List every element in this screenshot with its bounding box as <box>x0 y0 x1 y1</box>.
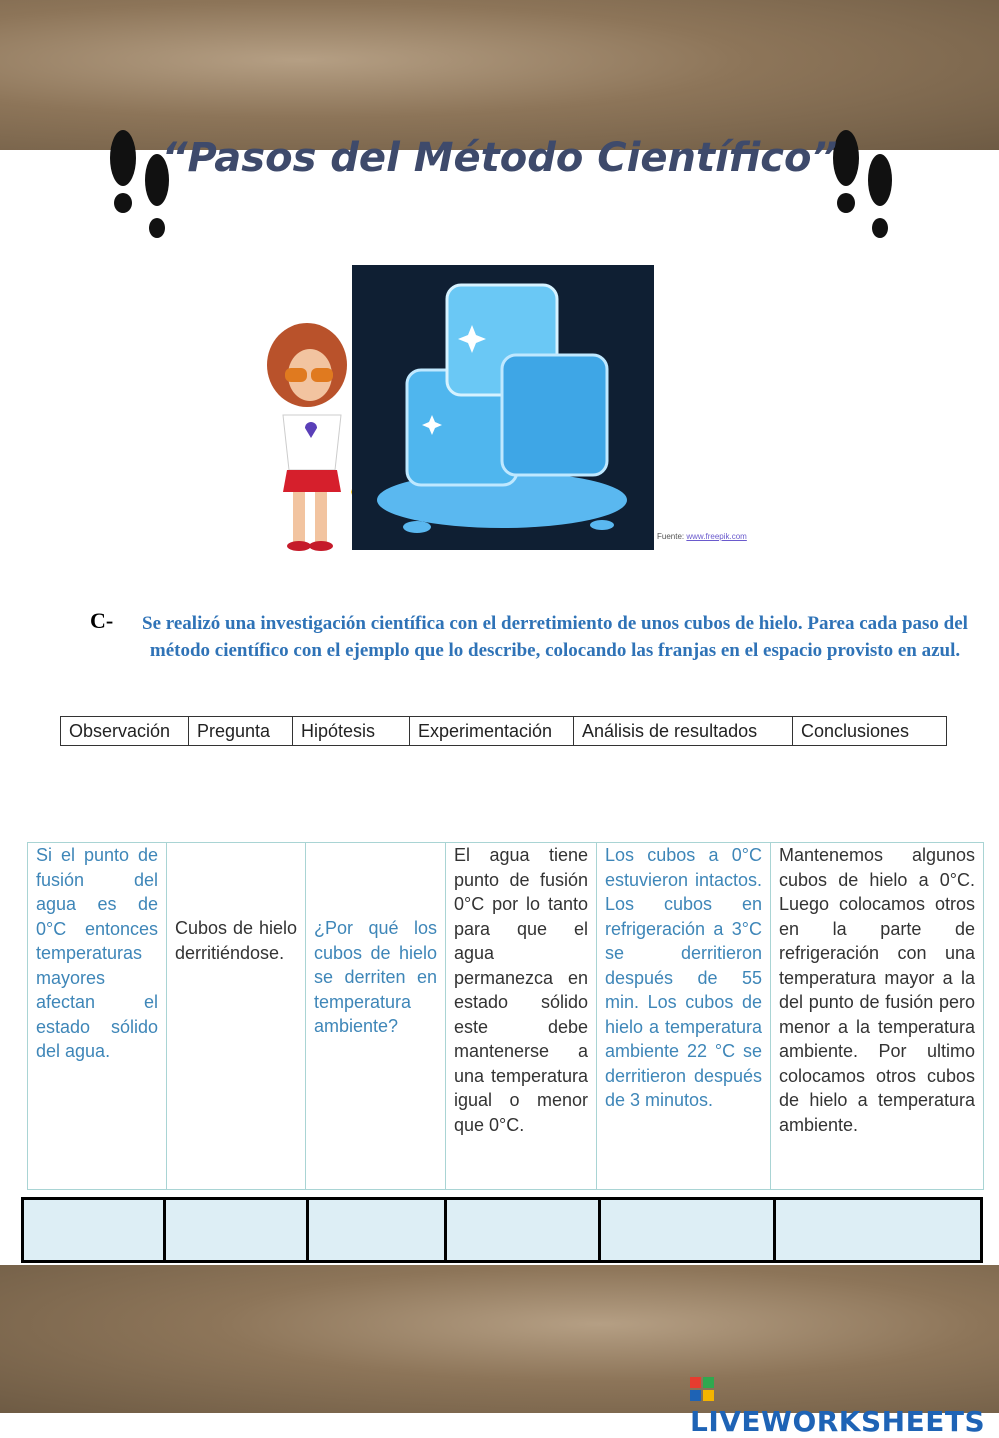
example-cell: Cubos de hielo derritiéndose. <box>167 843 306 1189</box>
melting-ice-cubes-image <box>352 265 654 550</box>
answer-drop-slot[interactable] <box>309 1200 447 1260</box>
credit-link[interactable]: www.freepik.com <box>686 532 747 541</box>
answer-drop-slot[interactable] <box>24 1200 166 1260</box>
answer-drop-slot[interactable] <box>601 1200 776 1260</box>
step-chip[interactable]: Análisis de resultados <box>574 717 793 745</box>
examples-table <box>27 842 984 1190</box>
logo-text: LIVEWORKSHEETS <box>690 1405 986 1438</box>
teacher-avatar <box>255 320 365 555</box>
answer-drop-slot[interactable] <box>776 1200 980 1260</box>
step-chip[interactable]: Observación <box>61 717 189 745</box>
section-letter: C- <box>90 608 114 633</box>
example-cell: ¿Por qué los cubos de hielo se derriten en temperatura ambiente? <box>306 843 446 1189</box>
example-cell: Los cubos a 0°C estuvieron intactos. Los cubos en refrigeración a 3°C se derritieron después de 55 min. Los cubos de hielo a temperatura ambiente 22 °C se derritieron después de 3 minutos. <box>597 843 771 1189</box>
image-credit <box>657 532 747 541</box>
page-title: “Pasos del Método Científico” <box>161 135 838 181</box>
credit-label: Fuente: <box>657 532 685 541</box>
answer-drop-slot[interactable] <box>166 1200 309 1260</box>
step-chip[interactable]: Experimentación <box>410 717 574 745</box>
example-cell: Si el punto de fusión del agua es de 0°C entonces temperaturas mayores afectan el estado sólido del agua. <box>28 843 167 1189</box>
step-chip[interactable]: Conclusiones <box>801 721 910 741</box>
liveworksheets-logo-icon <box>690 1377 714 1401</box>
liveworksheets-logo <box>690 1372 999 1438</box>
example-cell: Mantenemos algunos cubos de hielo a 0°C. Luego colocamos otros en la parte de refrigeración con una temperatura mayor a la del punto de fusión pero menor a la temperatura ambiente. Por ultimo colocamos otros cubos de hielo a temperatura ambiente. <box>779 845 975 1135</box>
answer-drop-slot[interactable] <box>447 1200 601 1260</box>
example-cell: El agua tiene punto de fusión 0°C por lo tanto para que el agua permanezca en estado sólido este debe mantenerse a una temperatura igual o menor que 0°C. <box>446 843 597 1189</box>
instructions-text: Se realizó una investigación científica con el derretimiento de unos cubos de hielo. Parea cada paso del método científico con el ejemplo que lo describe, colocando las franjas en el espacio provisto en azul. <box>142 613 968 661</box>
step-chip[interactable]: Hipótesis <box>293 717 410 745</box>
method-steps-bank <box>60 716 947 746</box>
step-chip[interactable]: Pregunta <box>189 717 293 745</box>
answer-drop-row <box>21 1197 983 1263</box>
